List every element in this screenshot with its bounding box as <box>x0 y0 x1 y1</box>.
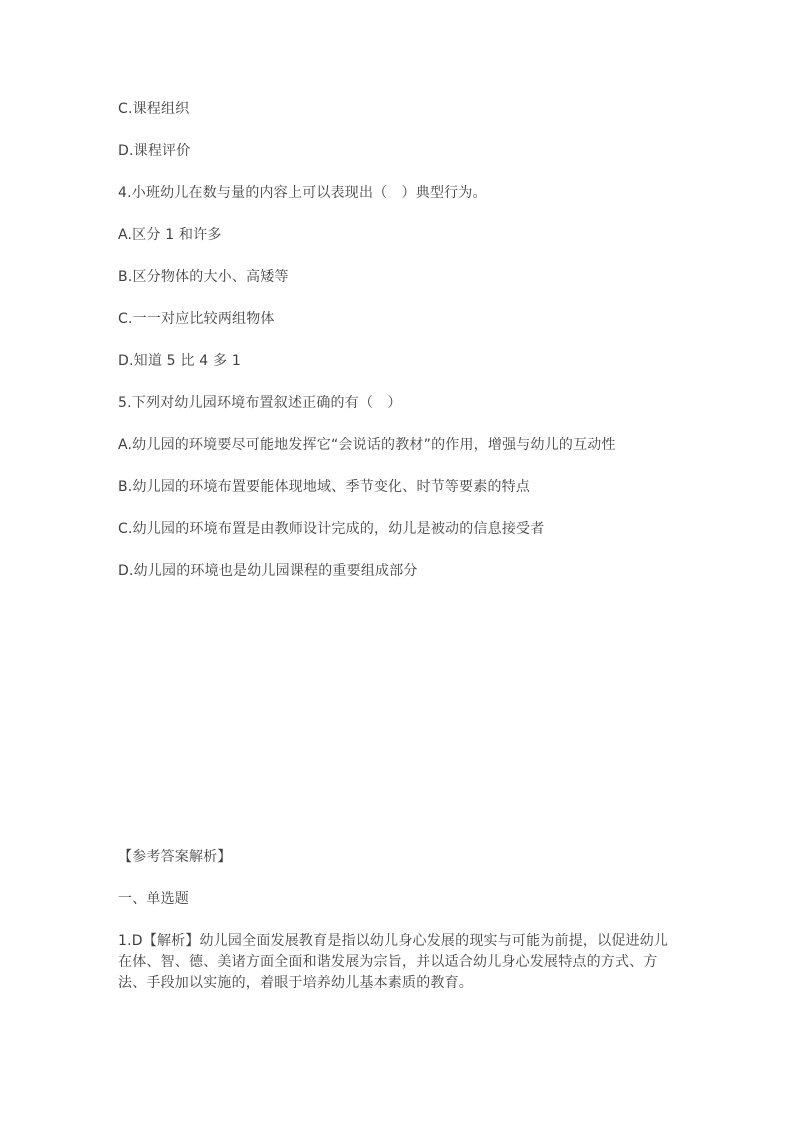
question5-stem: 5.下列对幼儿园环境布置叙述正确的有（ ） <box>118 395 402 411</box>
question4-option-d: D.知道 5 比 4 多 1 <box>118 353 242 369</box>
question5-option-c: C.幼儿园的环境布置是由教师设计完成的，幼儿是被动的信息接受者 <box>118 521 545 537</box>
question4-option-b: B.区分物体的大小、高矮等 <box>118 269 289 285</box>
question3-option-c: C.课程组织 <box>118 101 190 117</box>
answer-key-section-title: 一、单选题 <box>118 891 189 907</box>
question3-option-d: D.课程评价 <box>118 143 191 159</box>
answer-explanation-1: 1.D【解析】幼儿园全面发展教育是指以幼儿身心发展的现实与可能为前提，以促进幼儿在体、智、德、美诸方面全面和谐发展为宗旨，并以适合幼儿身心发展特点的方式、方法、手段加以实施的，着眼于培养幼儿基本素质的教育。 <box>118 933 669 991</box>
question4-stem: 4.小班幼儿在数与量的内容上可以表现出（ ）典型行为。 <box>118 185 487 201</box>
blank-space <box>118 603 676 847</box>
question5-option-d: D.幼儿园的环境也是幼儿园课程的重要组成部分 <box>118 563 418 579</box>
question5-option-b: B.幼儿园的环境布置要能体现地域、季节变化、时节等要素的特点 <box>118 479 531 495</box>
answer-key-heading: 【参考答案解析】 <box>118 849 232 865</box>
question4-option-a: A.区分 1 和许多 <box>118 227 222 243</box>
question5-option-a: A.幼儿园的环境要尽可能地发挥它“会说话的教材”的作用，增强与幼儿的互动性 <box>118 437 616 453</box>
question4-option-c: C.一一对应比较两组物体 <box>118 311 275 327</box>
